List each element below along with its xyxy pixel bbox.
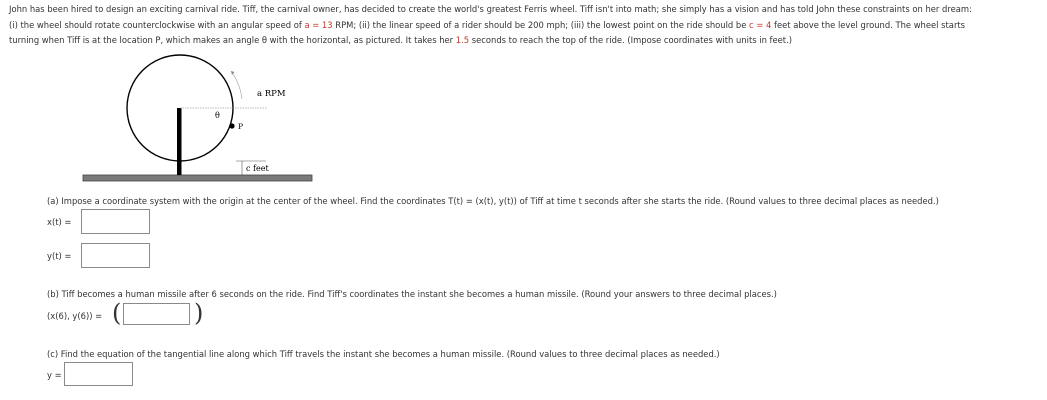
rotation-arrow	[231, 71, 242, 99]
tangent-equation-label: y =	[47, 370, 62, 380]
ground-bar	[83, 175, 312, 181]
y-t-input[interactable]	[81, 243, 150, 268]
problem-text: seconds to reach the top of the ride. (Impose coordinates with units in feet.)	[469, 35, 793, 45]
p-label: P	[238, 122, 244, 131]
problem-line-2	[9, 18, 1045, 34]
left-paren: (	[112, 299, 122, 327]
right-paren: )	[194, 299, 204, 327]
time-value: 1.5	[455, 35, 470, 45]
part-a-question: (a) Impose a coordinate system with the origin at the center of the wheel. Find the coordinates T(t) = (x(t), y(t)) of Tiff at time t seconds after she starts the ride. (Round values to three decimal places as needed.)	[47, 196, 939, 206]
rpm-label: a RPM	[257, 89, 286, 99]
point-p	[229, 123, 234, 128]
problem-text: turning when Tiff is at the location P, which makes an angle θ with the horizontal, as pictured. It takes her	[9, 35, 456, 45]
problem-text: John has been hired to design an exciting carnival ride. Tiff, the carnival owner, has decided to create the world's greatest Ferris wheel. Tiff isn't into math; she simply has a vision and has told John these constraints on her dream:	[9, 4, 972, 14]
problem-text: (i) the wheel should rotate counterclockwise with an angular speed of	[9, 19, 305, 30]
c-value: c = 4	[749, 19, 772, 30]
coordinates-label: (x(6), y(6)) =	[47, 311, 103, 321]
a-value: a = 13	[304, 19, 333, 30]
x-t-label: x(t) =	[47, 217, 72, 227]
part-b-question: (b) Tiff becomes a human missile after 6 seconds on the ride. Find Tiff's coordinates the instant she becomes a human missile. (Round your answers to three decimal places.)	[47, 289, 777, 299]
wheel-support	[177, 108, 182, 175]
problem-text: feet above the level ground. The wheel starts	[771, 19, 966, 30]
problem-text: RPM; (ii) the linear speed of a rider should be 200 mph; (iii) the lowest point on the ride should be	[332, 19, 750, 30]
coordinates-input[interactable]	[123, 303, 190, 325]
problem-line-1	[9, 2, 1045, 18]
theta-label: θ	[215, 111, 220, 120]
c-feet-label: c feet	[246, 164, 269, 173]
tangent-equation-input[interactable]	[64, 362, 133, 386]
ferris-wheel-diagram	[70, 40, 330, 185]
x-t-input[interactable]	[81, 209, 150, 234]
part-c-question: (c) Find the equation of the tangential line along which Tiff travels the instant she becomes a human missile. (Round values to three decimal places as needed.)	[47, 349, 720, 359]
y-t-label: y(t) =	[47, 251, 72, 261]
rotation-arrowhead	[231, 71, 235, 75]
